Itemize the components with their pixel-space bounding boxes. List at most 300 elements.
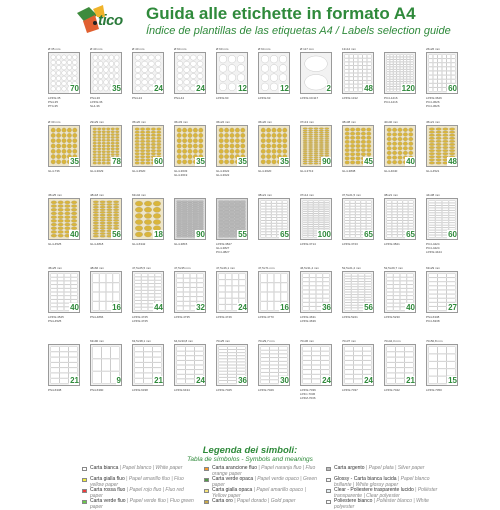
label-cell: [135, 301, 141, 304]
label-cell: [111, 128, 115, 130]
label-sheet[interactable]: [174, 48, 208, 118]
label-cell: [177, 351, 186, 355]
label-sheet-grid: [48, 48, 468, 413]
label-cell: [435, 233, 441, 235]
label-cell: [188, 160, 193, 164]
label-sheet[interactable]: [426, 340, 460, 410]
label-cell: [345, 295, 351, 297]
label-cell: [51, 160, 56, 164]
label-cell: [303, 210, 308, 211]
label-cell: [351, 290, 357, 292]
label-cell: [316, 294, 322, 298]
label-cell: [390, 77, 393, 79]
label-cell: [429, 211, 435, 213]
label-cell: [433, 71, 437, 75]
label-cell: [324, 206, 329, 207]
label-cell: [135, 86, 141, 91]
label-cell: [365, 282, 371, 284]
label-cell: [308, 223, 313, 224]
label-sheet[interactable]: [216, 121, 250, 191]
label-sheet[interactable]: [48, 121, 82, 191]
label-cell: [102, 347, 111, 359]
label-cell: [309, 282, 315, 286]
label-cell: [392, 128, 397, 132]
label-cell: [100, 201, 106, 203]
label-cell: [314, 210, 319, 211]
label-cell: [261, 373, 270, 376]
label-sheet[interactable]: [342, 48, 376, 118]
label-cell: [71, 289, 77, 292]
label-cell: [447, 290, 456, 294]
label-cell: [182, 144, 187, 148]
label-cell: [142, 86, 148, 91]
label-size: 36x20 mm: [258, 120, 273, 124]
label-cell: [393, 307, 399, 310]
label-sheet[interactable]: [90, 121, 124, 191]
label-cell: [387, 215, 392, 217]
label-cell: [277, 201, 282, 203]
label-sheet[interactable]: [132, 340, 166, 410]
label-cell: [393, 289, 399, 292]
label-sheet[interactable]: [258, 121, 292, 191]
label-sheet[interactable]: [384, 194, 418, 264]
label-cell: [193, 211, 198, 213]
label-cell: [308, 201, 313, 202]
label-cell: [396, 357, 405, 362]
label-cell: [270, 74, 278, 82]
sheet-preview: [300, 198, 332, 240]
label-cell: [429, 282, 438, 286]
label-cell: [393, 62, 396, 64]
label-cell: [323, 298, 329, 302]
label-cell: [345, 287, 351, 289]
label-sheet[interactable]: [342, 121, 376, 191]
label-cell: [447, 278, 456, 282]
label-sheet[interactable]: [426, 48, 460, 118]
label-cell: [429, 218, 435, 220]
label-cell: [56, 144, 61, 148]
label-cell: [235, 221, 240, 224]
label-size: 48x18 mm: [90, 193, 105, 197]
label-cell: [183, 292, 189, 296]
product-codes: PS4-24: [132, 96, 143, 100]
product-codes: GL4-6342: [132, 242, 146, 246]
label-sheet[interactable]: [216, 340, 250, 410]
label-cell: [93, 230, 99, 232]
label-sheet[interactable]: [132, 121, 166, 191]
label-sheet[interactable]: [174, 267, 208, 337]
label-cell: [270, 83, 278, 91]
label-cell: [438, 55, 442, 59]
label-cell: [449, 149, 455, 152]
label-sheet[interactable]: [216, 194, 250, 264]
label-cell: [270, 354, 279, 357]
legend-column: [326, 466, 441, 510]
label-size: 64,6x33,8 mm: [174, 339, 194, 343]
label-cell: [240, 214, 245, 217]
label-cell: [308, 236, 313, 237]
label-cell: [303, 302, 309, 306]
label-cell: [135, 131, 140, 134]
label-cell: [182, 133, 187, 137]
label-cell: [429, 307, 438, 311]
label-cell: [146, 128, 151, 131]
label-cell: [351, 305, 357, 307]
label-cell: [65, 204, 71, 207]
label-sheet[interactable]: [48, 267, 82, 337]
label-cell: [387, 60, 390, 62]
label-cell: [351, 297, 357, 299]
label-cell: [429, 274, 438, 278]
label-cell: [392, 212, 397, 214]
label-cell: [272, 215, 277, 217]
product-codes: LP4W-3626 PC4-3626 PC4-3626: [426, 96, 442, 108]
label-cell: [111, 142, 115, 144]
label-cell: [390, 65, 393, 67]
label-cell: [400, 55, 403, 57]
label-cell: [433, 79, 437, 83]
label-cell: [436, 140, 442, 143]
label-cell: [443, 146, 449, 149]
label-cell: [435, 223, 441, 225]
label-cell: [113, 222, 119, 224]
sheet-preview: [342, 344, 374, 386]
label-cell: [433, 63, 437, 67]
product-codes: LP4W-7036 LP4C-7036 LP4M-7036: [300, 388, 316, 400]
label-sheet[interactable]: [300, 194, 334, 264]
label-cell: [393, 70, 396, 72]
label-sheet[interactable]: [426, 194, 460, 264]
label-cell: [113, 274, 119, 283]
label-sheet[interactable]: [342, 194, 376, 264]
label-cell: [198, 211, 203, 213]
label-cell: [442, 59, 446, 63]
label-cell: [100, 222, 106, 224]
label-sheet[interactable]: [384, 121, 418, 191]
label-cell: [241, 138, 246, 142]
label-sheet[interactable]: [90, 194, 124, 264]
label-cell: [361, 152, 366, 155]
label-cell: [408, 206, 413, 208]
label-cell: [407, 77, 410, 79]
label-cell: [345, 223, 350, 225]
label-cell: [363, 365, 372, 369]
label-cell: [308, 128, 313, 130]
label-cell: [435, 225, 441, 227]
product-codes: LP4W-7029: [258, 388, 274, 392]
label-cell: [219, 224, 224, 227]
label-cell: [113, 203, 119, 205]
label-cell: [354, 365, 363, 369]
label-sheet[interactable]: [300, 48, 334, 118]
label-cell: [51, 223, 57, 226]
label-cell: [135, 134, 140, 137]
label-cell: [224, 214, 229, 217]
label-cell: [140, 131, 145, 134]
label-cell: [146, 162, 151, 165]
label-cell: [356, 209, 361, 211]
label-cell: [230, 207, 235, 210]
label-cell: [443, 140, 449, 143]
label-sheet[interactable]: [258, 267, 292, 337]
label-sheet[interactable]: [384, 340, 418, 410]
label-cell: [225, 298, 231, 304]
label-cell: [62, 160, 67, 164]
label-cell: [447, 55, 451, 59]
label-cell: [361, 148, 366, 151]
label-sheet[interactable]: [426, 121, 460, 191]
label-cell: [396, 373, 405, 378]
label-cell: [323, 294, 329, 298]
label-sheet[interactable]: [384, 48, 418, 118]
label-cell: [429, 216, 435, 218]
label-cell: [197, 283, 203, 287]
label-cell: [308, 208, 313, 209]
label-cell: [135, 284, 141, 287]
sheet-preview: [258, 344, 290, 386]
label-sheet[interactable]: [48, 48, 82, 118]
label-sheet[interactable]: [342, 267, 376, 337]
label-cell: [387, 67, 390, 69]
sheet-row: [48, 194, 468, 267]
label-cell: [398, 215, 403, 217]
label-cell: [190, 283, 196, 287]
label-sheet[interactable]: [48, 194, 82, 264]
label-cell: [345, 276, 351, 278]
label-cell: [319, 203, 324, 204]
label-cell: [111, 148, 115, 150]
label-cell: [267, 301, 273, 310]
label-cell: [219, 292, 225, 298]
label-cell: [232, 280, 238, 286]
label-cell: [97, 145, 101, 147]
label-cell: [198, 203, 203, 205]
label-cell: [429, 230, 435, 232]
label-cell: [319, 221, 324, 222]
label-cell: [283, 138, 288, 142]
label-cell: [350, 226, 355, 228]
label-cell: [224, 211, 229, 214]
label-cell: [144, 368, 153, 373]
label-cell: [237, 74, 245, 82]
label-cell: [98, 80, 103, 85]
label-sheet[interactable]: [90, 48, 124, 118]
label-sheet[interactable]: [132, 267, 166, 337]
label-cell: [188, 203, 193, 205]
label-sheet[interactable]: [132, 48, 166, 118]
label-cell: [57, 281, 63, 284]
label-sheet[interactable]: [300, 121, 334, 191]
label-cell: [407, 67, 410, 69]
label-cell: [237, 356, 246, 359]
label-cell: [358, 284, 364, 286]
label-cell: [433, 83, 437, 87]
label-cell: [188, 236, 193, 238]
label-cell: [387, 82, 390, 84]
label-cell: [397, 72, 400, 74]
label-cell: [153, 352, 162, 357]
label-cell: [314, 163, 319, 165]
label-sheet[interactable]: [216, 48, 250, 118]
label-size: 70x29,7 mm: [258, 339, 275, 343]
label-cell: [392, 160, 397, 164]
label-cell: [393, 57, 396, 59]
label-cell: [403, 137, 408, 141]
label-cell: [224, 138, 229, 142]
label-cell: [407, 60, 410, 62]
label-cell: [429, 143, 435, 146]
label-cell: [387, 300, 393, 303]
label-cell: [303, 130, 308, 132]
label-sheet[interactable]: [258, 340, 292, 410]
label-cell: [93, 128, 97, 130]
label-count-badge: 56: [112, 230, 121, 239]
label-cell: [177, 213, 182, 215]
label-cell: [71, 212, 77, 215]
label-sheet[interactable]: [174, 194, 208, 264]
label-cell: [303, 158, 308, 160]
label-cell: [390, 82, 393, 84]
label-cell: [392, 223, 397, 225]
sheet-preview: [300, 271, 332, 313]
label-cell: [219, 144, 224, 148]
label-cell: [433, 67, 437, 71]
label-cell: [387, 72, 390, 74]
label-cell: [219, 298, 225, 304]
label-cell: [69, 368, 78, 373]
label-sheet[interactable]: [384, 267, 418, 337]
label-sheet[interactable]: [258, 194, 292, 264]
label-cell: [449, 140, 455, 143]
label-cell: [144, 363, 153, 368]
sheet-preview: [174, 52, 206, 94]
label-sheet[interactable]: [426, 267, 460, 337]
label-cell: [345, 229, 350, 231]
label-cell: [367, 73, 371, 76]
label-sheet[interactable]: [132, 194, 166, 264]
label-cell: [69, 347, 78, 352]
label-cell: [358, 295, 364, 297]
label-cell: [272, 221, 277, 223]
label-cell: [51, 292, 57, 295]
label-size: 63x90 mm: [90, 339, 105, 343]
label-cell: [177, 201, 182, 203]
label-cell: [303, 142, 308, 144]
label-cell: [356, 152, 361, 155]
label-cell: [230, 128, 235, 132]
label-cell: [107, 201, 113, 203]
label-cell: [190, 278, 196, 282]
label-cell: [62, 81, 67, 85]
label-sheet[interactable]: [174, 340, 208, 410]
label-cell: [56, 76, 61, 80]
label-cell: [135, 294, 141, 297]
label-sheet[interactable]: [258, 48, 292, 118]
label-cell: [115, 133, 119, 135]
label-cell: [387, 357, 396, 362]
label-cell: [153, 201, 161, 206]
label-cell: [314, 225, 319, 226]
label-cell: [261, 64, 269, 72]
label-cell: [442, 220, 448, 222]
label-cell: [141, 280, 147, 283]
label-cell: [393, 281, 399, 284]
label-cell: [358, 81, 362, 84]
label-cell: [113, 214, 119, 216]
label-sheet[interactable]: [174, 121, 208, 191]
label-cell: [397, 82, 400, 84]
label-cell: [396, 368, 405, 373]
label-cell: [447, 63, 451, 67]
label-cell: [282, 218, 287, 220]
label-cell: [387, 204, 392, 206]
label-cell: [429, 137, 435, 140]
label-sheet[interactable]: [216, 267, 250, 337]
label-cell: [197, 274, 203, 278]
label-cell: [261, 138, 266, 142]
label-cell: [102, 145, 106, 147]
label-cell: [350, 140, 355, 143]
label-cell: [261, 55, 269, 63]
label-cell: [436, 137, 442, 140]
sheet-preview: [174, 125, 206, 167]
label-cell: [71, 223, 77, 226]
label-cell: [363, 62, 367, 65]
label-sheet[interactable]: [300, 267, 334, 337]
label-sheet[interactable]: [90, 267, 124, 337]
label-cell: [349, 62, 353, 65]
label-cell: [57, 300, 63, 303]
label-cell: [436, 162, 442, 165]
label-cell: [356, 235, 361, 237]
label-size: Ø 35 mm: [48, 47, 61, 51]
label-cell: [345, 204, 350, 206]
label-cell: [56, 133, 61, 137]
label-cell: [308, 163, 313, 165]
label-cell: [188, 227, 193, 229]
label-sheet[interactable]: [90, 340, 124, 410]
label-cell: [400, 57, 403, 59]
label-cell: [314, 203, 319, 204]
label-cell: [309, 307, 315, 311]
label-cell: [409, 137, 414, 141]
label-cell: [93, 347, 102, 359]
label-cell: [308, 221, 313, 222]
label-cell: [429, 79, 433, 83]
label-sheet[interactable]: [300, 340, 334, 410]
label-cell: [351, 300, 357, 302]
label-cell: [404, 79, 407, 81]
label-cell: [324, 219, 329, 220]
label-cell: [240, 204, 245, 207]
label-cell: [351, 308, 357, 310]
label-cell: [272, 235, 277, 237]
label-cell: [283, 149, 288, 153]
label-cell: [410, 79, 413, 81]
label-cell: [350, 235, 355, 237]
label-sheet[interactable]: [342, 340, 376, 410]
label-cell: [93, 73, 98, 78]
label-cell: [356, 201, 361, 203]
label-cell: [111, 359, 120, 371]
label-sheet[interactable]: [48, 340, 82, 410]
label-cell: [270, 362, 279, 365]
label-cell: [149, 55, 155, 60]
label-cell: [235, 224, 240, 227]
label-cell: [142, 61, 148, 66]
label-cell: [266, 128, 271, 132]
label-cell: [182, 219, 187, 221]
